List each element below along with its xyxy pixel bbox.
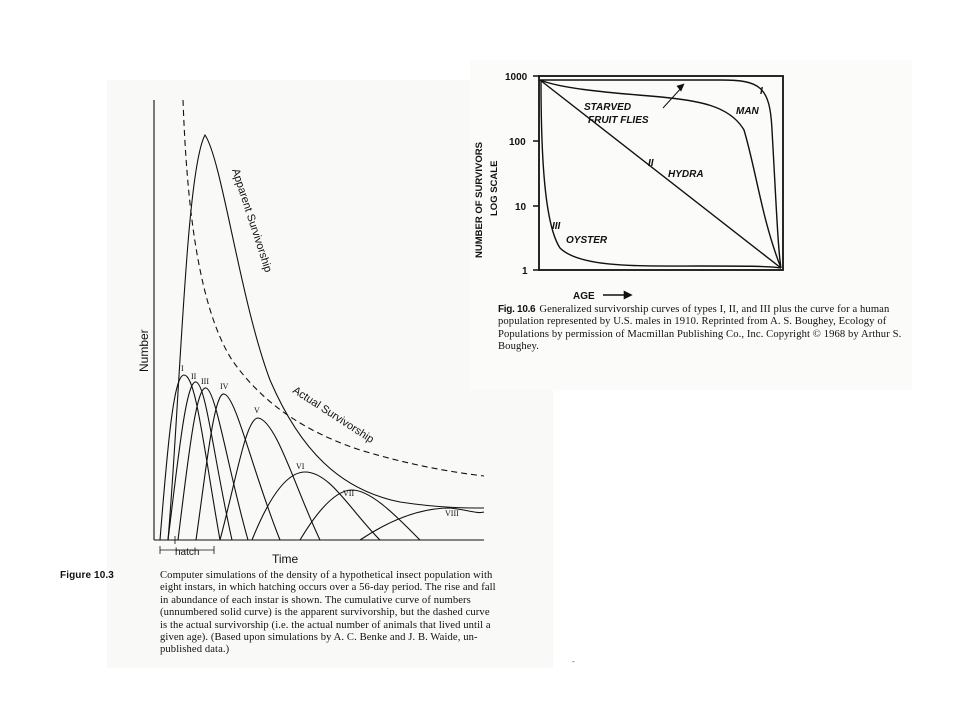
caption-line: in abundance of each instar is shown. The cumulative curve of numbers (160, 594, 471, 606)
label-type-2: II (648, 158, 654, 169)
caption-label-10-3: Figure 10.3 (60, 570, 114, 581)
instar-label-6: VI (296, 462, 305, 471)
right-y-axis-label-line2: LOG SCALE (489, 160, 500, 216)
y-tick-1000: 1000 (505, 72, 528, 83)
instar-curve-8 (360, 508, 484, 540)
left-y-axis-label: Number (137, 329, 151, 372)
instar-curve-3 (178, 388, 248, 540)
instar-label-8: VIII (445, 509, 459, 518)
label-oyster: OYSTER (566, 235, 608, 246)
instar-label-1: I (181, 364, 184, 373)
instar-curve-6 (252, 472, 380, 540)
label-hydra: HYDRA (668, 169, 704, 180)
instar-curve-7 (300, 490, 420, 540)
figure-10-3 (154, 100, 484, 554)
instar-label-5: V (254, 406, 260, 415)
y-tick-10: 10 (515, 202, 527, 213)
label-type-3: III (552, 221, 561, 232)
figure-10-6-caption (498, 304, 918, 354)
instar-curve-5 (220, 418, 320, 540)
caption-label-10-6: Fig. 10.6 (498, 304, 536, 315)
right-y-axis-label-line1: NUMBER OF SURVIVORS (474, 142, 485, 258)
hatch-label: hatch (175, 547, 200, 558)
caption-line (60, 570, 555, 582)
apparent-survivorship-label: Apparent Survivorship (229, 167, 275, 274)
caption-line: is the actual survivorship (i.e. the actual number of animals that lived until a (160, 619, 491, 631)
right-x-axis-label: AGE (573, 291, 595, 302)
caption-line: Boughey. (498, 341, 540, 353)
y-tick-100: 100 (509, 137, 526, 148)
instar-label-2: II (191, 372, 197, 381)
instar-label-4: IV (220, 382, 229, 391)
caption-line: (unnumbered solid curve) is the apparent survivorship, but the dashed curve (160, 607, 490, 619)
stray-mark: - (572, 657, 575, 666)
label-type-1: I (760, 86, 763, 97)
label-man: MAN (736, 106, 759, 117)
actual-survivorship-label: Actual Survivorship (290, 384, 376, 446)
apparent-survivorship-curve (168, 135, 484, 540)
caption-text: Computer simulations of the density of a hypothetical insect population with (160, 570, 493, 581)
instar-label-3: III (201, 377, 209, 386)
flies-arrowhead (677, 84, 684, 91)
figure-10-3-caption (60, 570, 555, 657)
caption-line: population represented by U.S. males in 1910. Reprinted from A. S. Boughey, Ecology of (498, 316, 887, 328)
caption-text: Generalized survivorship curves of types I, II, and III plus the curve for a human (539, 304, 890, 315)
left-x-axis-label: Time (272, 552, 299, 566)
caption-line (498, 304, 918, 316)
caption-line: Populations by permission of Macmillan Publishing Co., Inc. Copyright © 1968 by Arthur S. (498, 328, 902, 340)
caption-line: given age). (Based upon simulations by A. C. Benke and J. B. Waide, un- (160, 632, 478, 644)
instar-curve-1 (160, 375, 220, 540)
label-starved: STARVED (584, 102, 632, 113)
age-arrowhead (624, 291, 632, 299)
y-tick-1: 1 (522, 266, 528, 277)
instar-label-7: VII (343, 489, 355, 498)
label-fruit-flies: FRUIT FLIES (588, 115, 649, 126)
right-y-ticks (533, 76, 539, 270)
caption-line: eight instars, in which hatching occurs over a 56-day period. The rise and fall (160, 582, 496, 594)
hatch-bracket (155, 536, 175, 544)
caption-line: published data.) (160, 644, 230, 656)
